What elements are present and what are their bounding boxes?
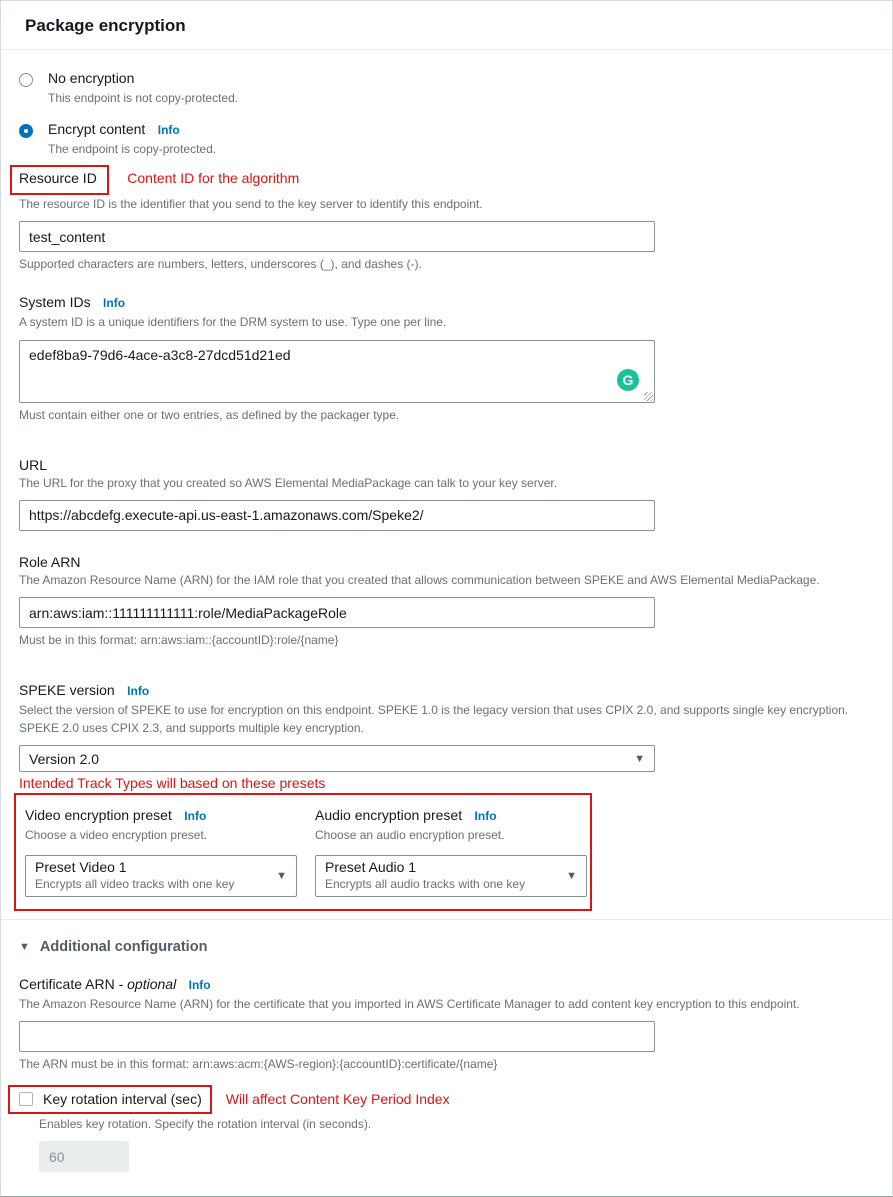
video-preset-texts <box>35 859 234 892</box>
presets-annotation-box <box>14 793 592 910</box>
system-ids-helper: Must contain either one or two entries, as defined by the packager type. <box>19 407 400 422</box>
url-input[interactable] <box>19 500 655 531</box>
certificate-arn-optional: optional <box>127 975 177 992</box>
key-rotation-annotation-box <box>8 1085 212 1114</box>
certificate-arn-row <box>19 976 874 994</box>
speke-version-label: SPEKE version <box>19 682 115 699</box>
certificate-arn-input[interactable] <box>19 1021 655 1052</box>
resource-id-label: Resource ID <box>19 169 97 186</box>
audio-preset-info-link[interactable]: Info <box>474 809 497 824</box>
encrypt-content-radio[interactable] <box>19 124 33 138</box>
speke-version-select[interactable] <box>19 745 655 772</box>
key-rotation-checkbox[interactable] <box>19 1092 33 1106</box>
resource-id-annotation: Content ID for the algorithm <box>127 169 300 186</box>
system-ids-section <box>19 294 874 421</box>
resource-id-annotation-box <box>10 165 109 195</box>
speke-version-value: Version 2.0 <box>29 750 100 767</box>
audio-preset-section <box>315 807 587 896</box>
system-ids-textarea[interactable] <box>19 340 655 403</box>
role-arn-desc: The Amazon Resource Name (ARN) for the IAM role that you created that allows communication between SPEKE and AWS Elemental MediaPackage. <box>19 572 820 587</box>
video-preset-section <box>25 807 297 896</box>
chevron-down-icon: ▼ <box>634 752 645 765</box>
certificate-arn-field <box>19 1021 874 1052</box>
role-arn-field <box>19 597 874 628</box>
encrypt-content-texts <box>48 121 216 158</box>
encrypt-content-info-link[interactable]: Info <box>157 123 180 138</box>
video-preset-label: Video encryption preset <box>25 807 172 824</box>
no-encryption-texts <box>48 70 238 107</box>
chevron-down-icon: ▼ <box>566 869 577 882</box>
certificate-arn-desc: The Amazon Resource Name (ARN) for the certificate that you imported in AWS Certificate Manager to add content key encryption to this endpoint. <box>19 996 800 1011</box>
role-arn-input[interactable] <box>19 597 655 628</box>
role-arn-label: Role ARN <box>19 553 81 570</box>
additional-configuration-title: Additional configuration <box>39 938 208 955</box>
textarea-resize-handle[interactable] <box>644 392 653 401</box>
audio-preset-row <box>315 807 587 825</box>
url-field <box>19 500 874 531</box>
role-arn-helper: Must be in this format: arn:aws:iam::{accountID}:role/{name} <box>19 633 339 648</box>
encrypt-content-label[interactable]: Encrypt content <box>48 121 146 138</box>
no-encryption-radio[interactable] <box>19 73 33 87</box>
radio-row-encrypt-content <box>19 121 874 158</box>
no-encryption-label[interactable]: No encryption <box>48 70 135 86</box>
url-desc: The URL for the proxy that you created so AWS Elemental MediaPackage can talk to your key server. <box>19 475 558 490</box>
certificate-arn-info-link[interactable]: Info <box>188 977 211 992</box>
key-rotation-row <box>19 1085 874 1114</box>
encrypt-content-desc: The endpoint is copy-protected. <box>48 142 217 157</box>
speke-version-section <box>19 682 874 791</box>
audio-preset-value-desc: Encrypts all audio tracks with one key <box>325 876 526 891</box>
page-title: Package encryption <box>25 16 186 35</box>
resource-id-row <box>19 165 874 195</box>
resource-id-field <box>19 221 874 252</box>
card-body <box>1 50 892 1196</box>
key-rotation-label[interactable]: Key rotation interval (sec) <box>43 1090 202 1107</box>
key-rotation-desc: Enables key rotation. Specify the rotation interval (in seconds). <box>39 1116 372 1131</box>
resource-id-section <box>19 165 874 271</box>
video-preset-info-link[interactable]: Info <box>184 809 207 824</box>
video-preset-select[interactable] <box>25 855 297 897</box>
system-ids-field <box>19 340 655 403</box>
audio-preset-value: Preset Audio 1 <box>325 859 417 876</box>
video-preset-value-desc: Encrypts all video tracks with one key <box>35 876 235 891</box>
certificate-arn-section <box>19 976 874 1071</box>
audio-preset-desc: Choose an audio encryption preset. <box>315 828 505 843</box>
radio-row-no-encryption <box>19 70 874 107</box>
resource-id-input[interactable] <box>19 221 655 252</box>
speke-version-desc: Select the version of SPEKE to use for encryption on this endpoint. SPEKE 1.0 is the legacy version that uses CPIX 2.0, and supports single key encryption. SPEKE 2.0 uses CPIX 2.3, and supports multiple key encryption. <box>19 703 849 735</box>
section-divider <box>1 919 892 920</box>
certificate-arn-label: Certificate ARN - <box>19 975 128 992</box>
triangle-down-icon: ▼ <box>19 940 30 953</box>
system-ids-desc: A system ID is a unique identifiers for the DRM system to use. Type one per line. <box>19 315 447 330</box>
url-label: URL <box>19 456 48 473</box>
key-rotation-interval-input <box>39 1141 129 1172</box>
presets-annotation: Intended Track Types will based on these presets <box>19 775 326 792</box>
video-preset-desc: Choose a video encryption preset. <box>25 828 208 843</box>
chevron-down-icon: ▼ <box>276 869 287 882</box>
speke-version-info-link[interactable]: Info <box>127 684 150 699</box>
grammarly-icon[interactable]: G <box>617 369 639 391</box>
preset-columns <box>25 807 581 896</box>
system-ids-info-link[interactable]: Info <box>103 296 126 311</box>
no-encryption-desc: This endpoint is not copy-protected. <box>48 91 239 105</box>
system-ids-label: System IDs <box>19 294 91 311</box>
audio-preset-label: Audio encryption preset <box>315 807 463 824</box>
video-preset-row <box>25 807 297 825</box>
card-header <box>1 1 892 49</box>
role-arn-section <box>19 554 874 647</box>
url-section <box>19 457 874 531</box>
additional-configuration-toggle[interactable] <box>19 939 874 955</box>
video-preset-value: Preset Video 1 <box>35 859 127 876</box>
speke-version-row <box>19 682 874 700</box>
audio-preset-select[interactable] <box>315 855 587 897</box>
audio-preset-texts <box>325 859 525 892</box>
certificate-arn-helper: The ARN must be in this format: arn:aws:acm:{AWS-region}:{accountID}:certificate/{name} <box>19 1056 498 1071</box>
resource-id-desc: The resource ID is the identifier that you send to the key server to identify this endpoint. <box>19 196 483 211</box>
resource-id-helper: Supported characters are numbers, letters, underscores (_), and dashes (-). <box>19 257 422 272</box>
system-ids-row <box>19 294 874 312</box>
key-rotation-annotation: Will affect Content Key Period Index <box>225 1091 450 1108</box>
